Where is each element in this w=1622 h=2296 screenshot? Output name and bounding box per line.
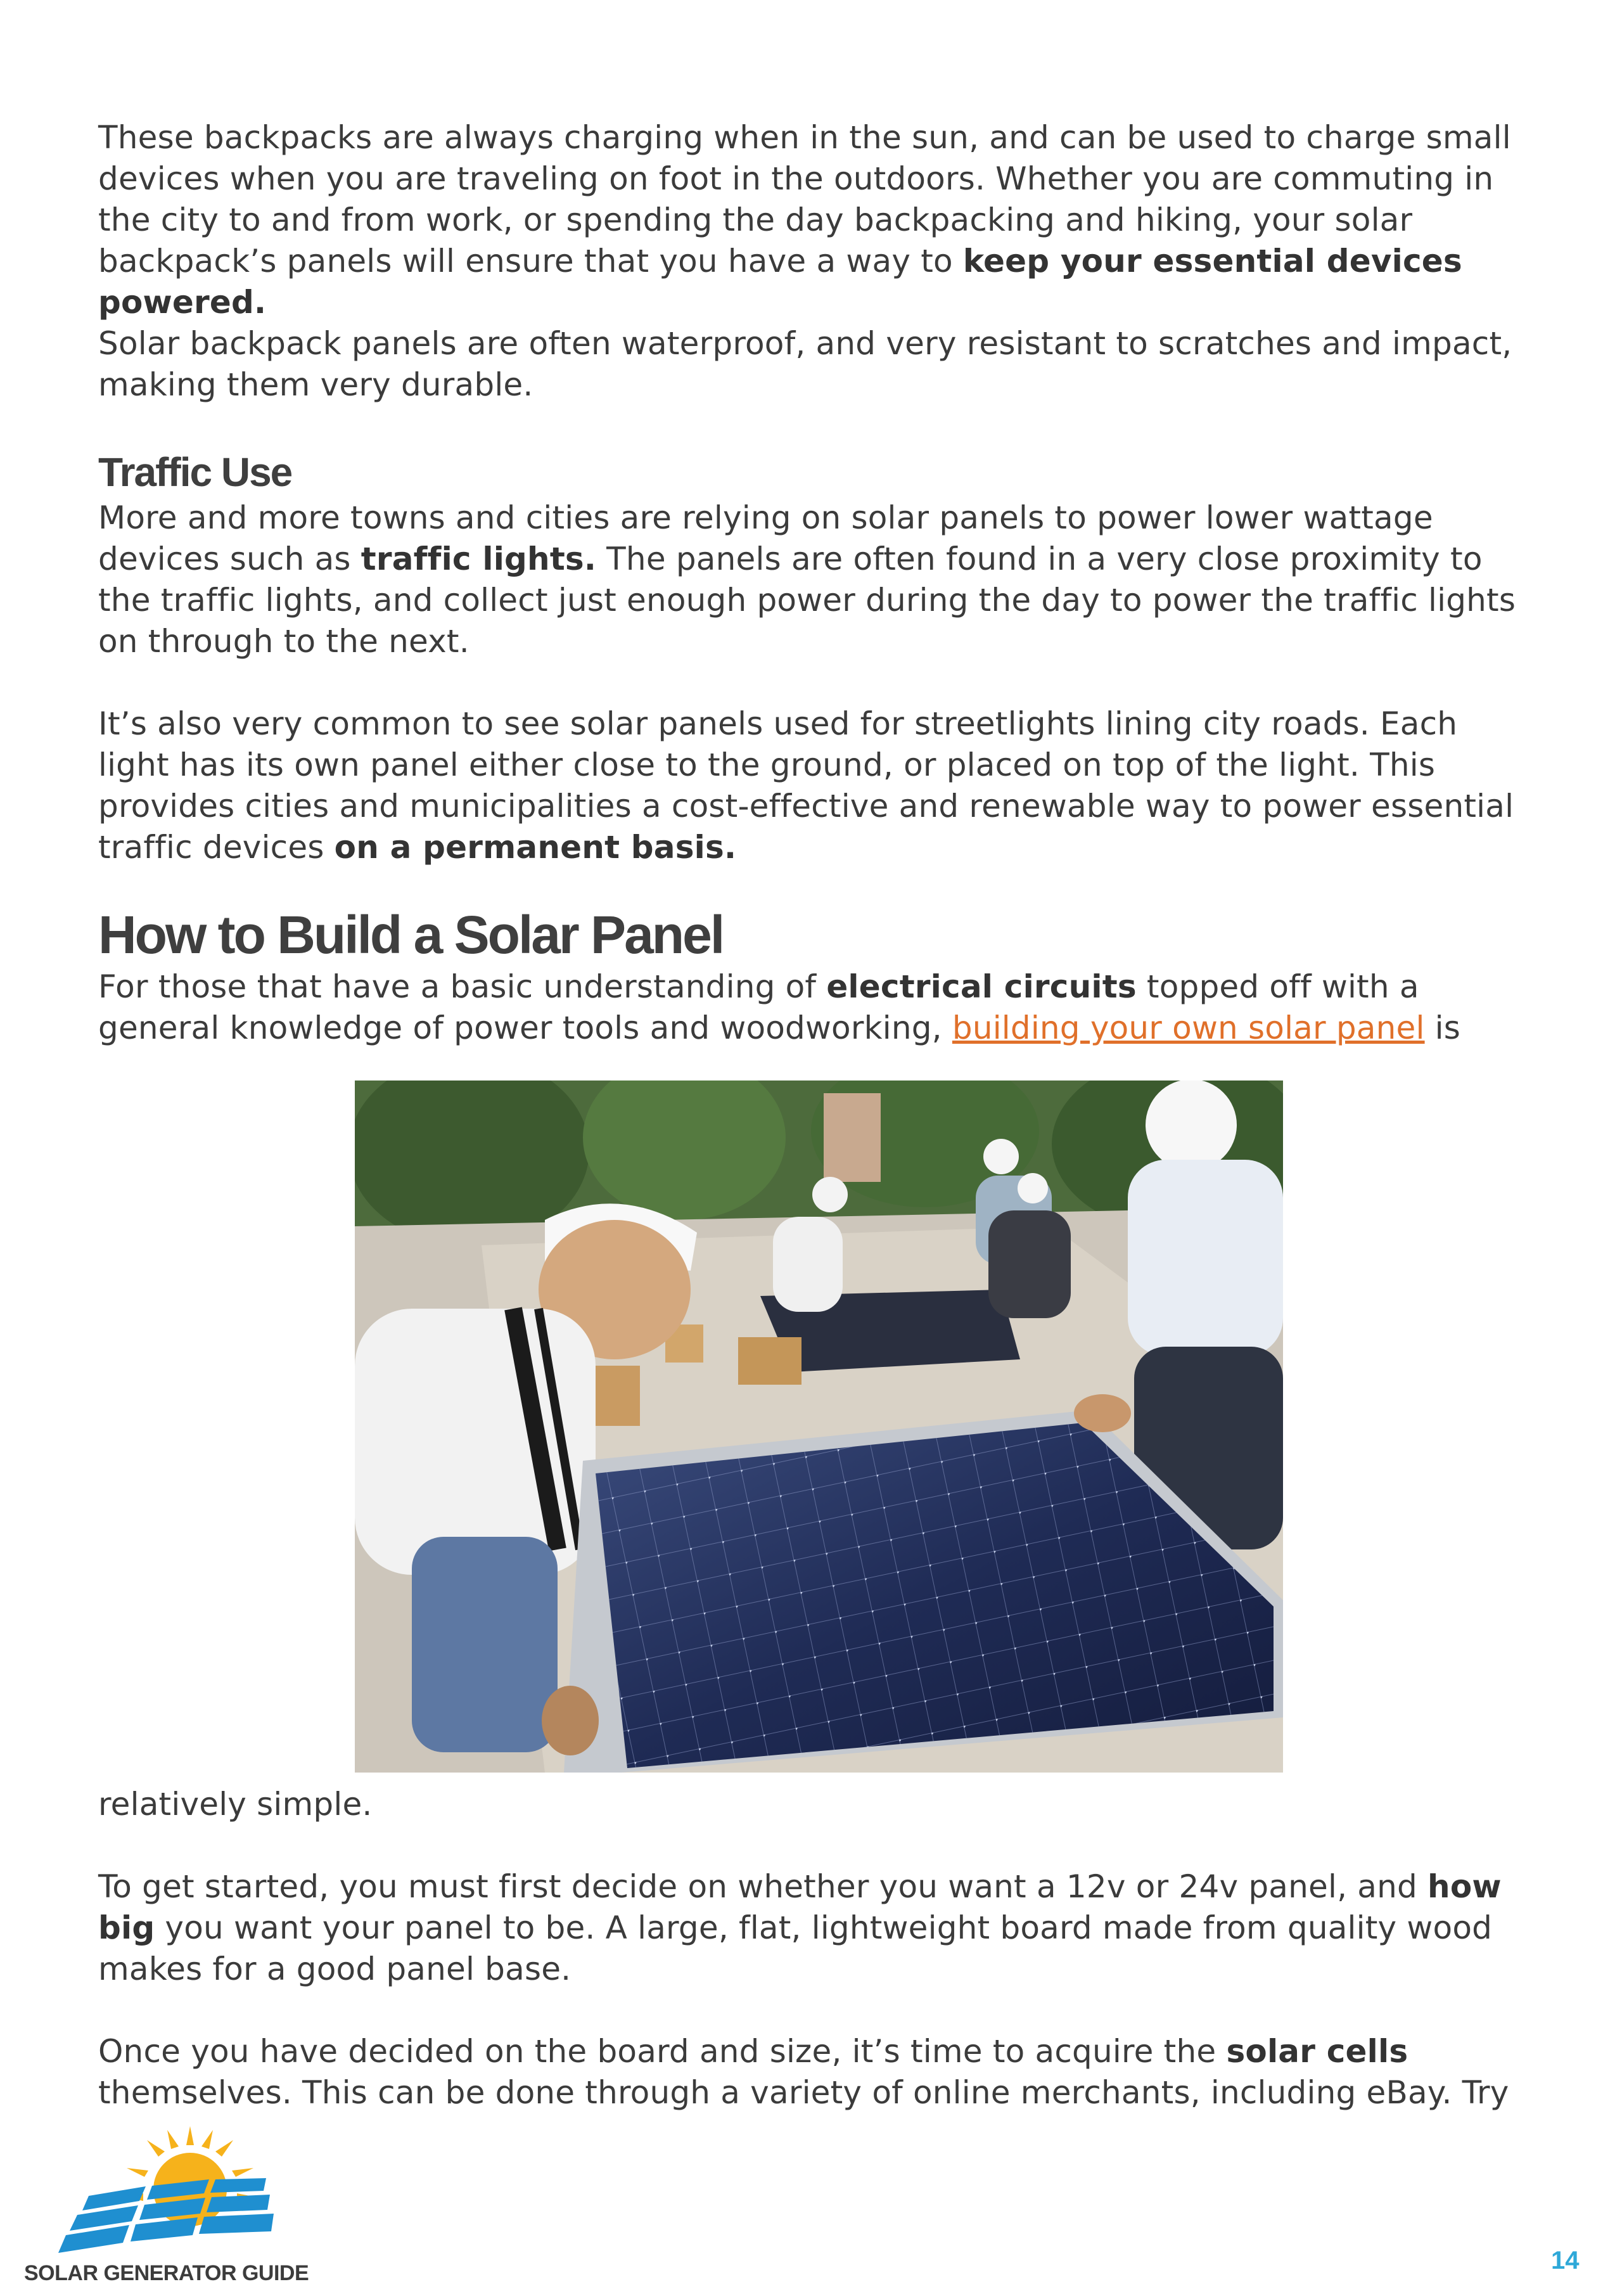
build-text-c: is xyxy=(1424,1010,1461,1046)
durability-paragraph: Solar backpack panels are often waterproof, and very resistant to scratches and impact, making them very durable. xyxy=(98,325,1512,403)
traffic-bold-text: traffic lights. xyxy=(361,541,597,577)
build-paragraph-1 xyxy=(98,966,1536,1049)
traffic-text-a: More and more towns and cities are relying on solar panels to power lower wattage devices such as xyxy=(98,499,1433,577)
build-continued xyxy=(98,1784,1536,2113)
streetlight-bold-text: on a permanent basis. xyxy=(334,829,737,866)
build-p2-bold: how big xyxy=(98,1868,1502,1946)
build-heading: How to Build a Solar Panel xyxy=(98,905,724,965)
backpack-bold-text: keep your essential devices powered. xyxy=(98,243,1462,321)
streetlight-text: It’s also very common to see solar panels used for streetlights lining city roads. Each light has its own panel either close to the ground, or placed on top of the light. This provides cities and municipalities a cost-effective and renewable way to power essential traffic devices xyxy=(98,705,1514,866)
build-p3-text-a: Once you have decided on the board and size, it’s time to acquire the xyxy=(98,2033,1227,2070)
build-text-b: topped off with a general knowledge of power tools and woodworking, xyxy=(98,968,1419,1046)
build-paragraph-1-continued: relatively simple. xyxy=(98,1786,373,1823)
build-p3-text-b: themselves. This can be done through a variety of online merchants, including eBay. Try xyxy=(98,2074,1509,2111)
traffic-paragraph-1 xyxy=(98,497,1536,662)
sun-panel-logo-icon xyxy=(38,2126,329,2259)
build-paragraph-3 xyxy=(98,2031,1536,2113)
solar-installation-photo xyxy=(355,1081,1283,1773)
traffic-paragraph-2 xyxy=(98,703,1536,868)
build-section xyxy=(98,903,1536,1049)
logo-text: SOLAR GENERATOR GUIDE xyxy=(24,2261,309,2285)
build-paragraph-2 xyxy=(98,1866,1536,1990)
build-solar-panel-link[interactable]: building your own solar panel xyxy=(952,1010,1425,1046)
build-p2-text-a: To get started, you must first decide on whether you want a 12v or 24v panel, and xyxy=(98,1868,1428,1905)
backpack-paragraph xyxy=(98,117,1536,323)
traffic-heading: Traffic Use xyxy=(98,449,292,495)
backpack-text: These backpacks are always charging when in the sun, and can be used to charge small devices when you are traveling on foot in the outdoors. Whether you are commuting in the city to and from work, or spending the day backpacking and hiking, your solar backpack’s panels will ensure that you have a way to xyxy=(98,119,1511,279)
traffic-text-b: The panels are often found in a very close proximity to the traffic lights, and collect just enough power during the day to power the traffic lights on through to the next. xyxy=(98,541,1516,660)
traffic-section xyxy=(98,447,1536,868)
intro-section xyxy=(98,117,1536,406)
build-p3-bold: solar cells xyxy=(1226,2033,1408,2070)
page-number: 14 xyxy=(1551,2247,1580,2274)
build-p2-text-b: you want your panel to be. A large, flat, lightweight board made from quality wood makes for a good panel base. xyxy=(98,1909,1493,1987)
build-bold-text: electrical circuits xyxy=(826,968,1137,1005)
build-text-a: For those that have a basic understanding of xyxy=(98,968,827,1005)
